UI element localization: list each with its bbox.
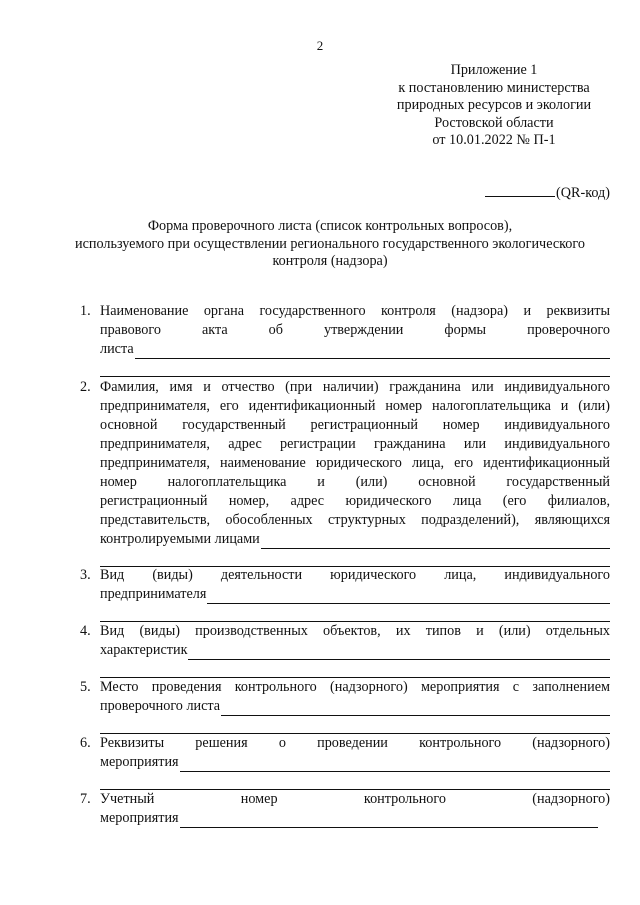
question-item-1 [80,302,610,377]
item-fill-row [100,340,610,359]
appendix-line: Ростовской области [434,114,554,131]
answer-line[interactable] [100,660,610,678]
form-title-line: Форма проверочного листа (список контрольных вопросов), [147,218,513,234]
qr-code-field [485,184,610,202]
item-tail-text: проверочного листа [100,698,221,714]
form-title [40,218,620,271]
answer-blank[interactable] [207,589,610,604]
qr-code-label: (QR-код) [556,185,610,201]
item-text-line: Вид (виды) деятельности юридического лица, индивидуального [100,567,610,583]
item-tail-text: мероприятия [100,754,179,770]
answer-blank[interactable] [188,645,610,660]
item-text-line: регистрационный номер, адрес юридического лица (его филиалов, [100,493,610,509]
question-item-5 [80,678,610,734]
item-text-line: представительств, обособленных структурных подразделений), являющихся [100,512,610,528]
item-number: 6. [80,735,91,751]
item-number: 1. [80,303,91,319]
item-text-line: основной государственный регистрационный номер индивидуального [100,417,610,433]
question-item-2 [80,378,610,567]
item-text-line: Наименование органа государственного контроля (надзора) и реквизиты [100,303,610,319]
item-text-line: Вид (виды) производственных объектов, их типов и (или) отдельных [100,623,610,639]
item-text-line: Учетный номер контрольного (надзорного) [100,791,610,807]
item-tail-text: предпринимателя [100,586,207,602]
item-text-line: предпринимателя, наименование юридического лица, его идентификационный [100,455,610,471]
item-number: 7. [80,791,91,807]
item-number: 5. [80,679,91,695]
item-number: 2. [80,379,91,395]
form-title-line: используемого при осуществлении регионального государственного экологического [75,235,585,252]
answer-blank[interactable] [221,701,610,716]
item-text-line: номер налогоплательщика и (или) основной государственный [100,474,610,490]
item-fill-row [100,585,610,604]
item-tail-text: листа [100,341,134,357]
appendix-line: к постановлению министерства [398,79,590,96]
item-fill-row [100,809,598,828]
item-text-line: Реквизиты решения о проведении контрольного (надзорного) [100,735,610,751]
answer-blank[interactable] [261,534,610,549]
item-text-line: предпринимателя, его идентификационный номер налогоплательщика и (или) [100,398,610,414]
answer-line[interactable] [100,359,610,377]
item-text-line: Место проведения контрольного (надзорного) мероприятия с заполнением [100,679,610,695]
item-fill-row [100,697,610,716]
appendix-line: Приложение 1 [450,62,538,78]
answer-line[interactable] [100,604,610,622]
qr-code-blank [485,184,555,197]
item-text-line: предпринимателя, адрес регистрации гражданина или индивидуального [100,436,610,452]
question-item-7 [80,790,610,828]
item-number: 3. [80,567,91,583]
item-text-line: правового акта об утверждении формы проверочного [100,322,610,338]
answer-line[interactable] [100,772,610,790]
appendix-header [380,62,608,150]
page-number: 2 [316,38,324,53]
answer-blank[interactable] [180,757,610,772]
appendix-line: природных ресурсов и экологии [396,97,592,113]
question-item-6 [80,734,610,790]
item-tail-text: характеристик [100,642,188,658]
question-item-3 [80,566,610,622]
item-number: 4. [80,623,91,639]
item-fill-row [100,641,610,660]
item-tail-text: мероприятия [100,810,179,826]
form-title-line: контроля (надзора) [272,253,388,269]
item-text-line: Фамилия, имя и отчество (при наличии) гражданина или индивидуального [100,379,610,395]
answer-line[interactable] [100,716,610,734]
answer-line[interactable] [100,549,610,567]
answer-blank[interactable] [180,813,598,828]
item-fill-row [100,530,610,549]
appendix-line: от 10.01.2022 № П-1 [432,132,556,148]
item-tail-text: контролируемыми лицами [100,531,260,547]
answer-blank[interactable] [135,344,610,359]
item-fill-row [100,753,610,772]
question-item-4 [80,622,610,678]
